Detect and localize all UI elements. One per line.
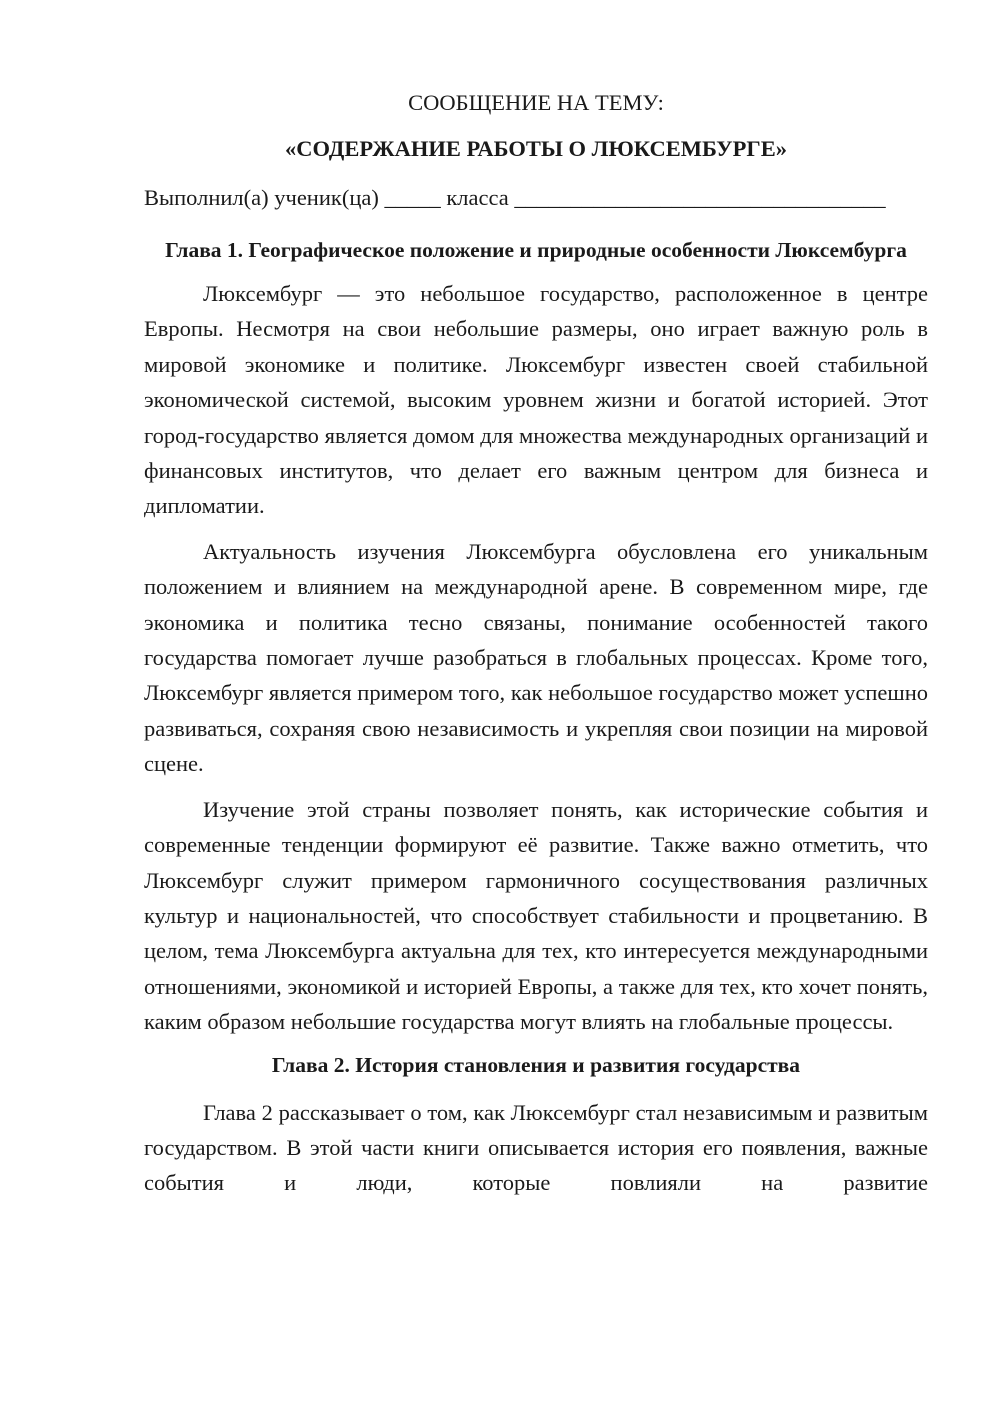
- chapter-2-heading: Глава 2. История становления и развития государства: [271, 1052, 801, 1077]
- document-subtitle: «СОДЕРЖАНИЕ РАБОТЫ О ЛЮКСЕМБУРГЕ»: [285, 136, 787, 161]
- chapter-2-paragraph-1: Глава 2 рассказывает о том, как Люксембург стал независимым и развитым государством. В этой части книги описывается история его появления, важные события и люди, которые повлияли на развитие: [144, 1099, 928, 1196]
- chapter-1-paragraph-3: Изучение этой страны позволяет понять, как исторические события и современные тенденции формируют её развитие. Также важно отметить, что Люксембург служит примером гармоничного сосуществования различных культур и национальностей, что способствует стабильности и процветанию. В целом, тема Люксембурга актуальна для тех, кто интересуется международными отношениями, экономикой и историей Европы, а также для тех, кто хочет понять, каким образом небольшие государства могут влиять на глобальные процессы.: [144, 796, 928, 1035]
- author-line: Выполнил(а) ученик(ца) _____ класса _________________________________: [144, 185, 886, 210]
- document-title: СООБЩЕНИЕ НА ТЕМУ:: [408, 90, 664, 115]
- chapter-1-paragraph-1: Люксембург — это небольшое государство, расположенное в центре Европы. Несмотря на свои небольшие размеры, оно играет важную роль в мировой экономике и политике. Люксембург известен своей стабильной экономической системой, высоким уровнем жизни и богатой историей. Этот город-государство является домом для множества международных организаций и финансовых институтов, что делает его важным центром для бизнеса и дипломатии.: [144, 281, 928, 519]
- chapter-1-paragraph-2: Актуальность изучения Люксембурга обусловлена его уникальным положением и влиянием на международной арене. В современном мире, где экономика и политика тесно связаны, понимание особенностей такого государства помогает лучше разобраться в глобальных процессах. Кроме того, Люксембург является примером того, как небольшое государство может успешно развиваться, сохраняя свою независимость и укрепляя свои позиции на мировой сцене.: [144, 538, 928, 777]
- document-page: [144, 88, 928, 1201]
- chapter-1-heading: Глава 1. Географическое положение и природные особенности Люксембурга: [165, 238, 907, 262]
